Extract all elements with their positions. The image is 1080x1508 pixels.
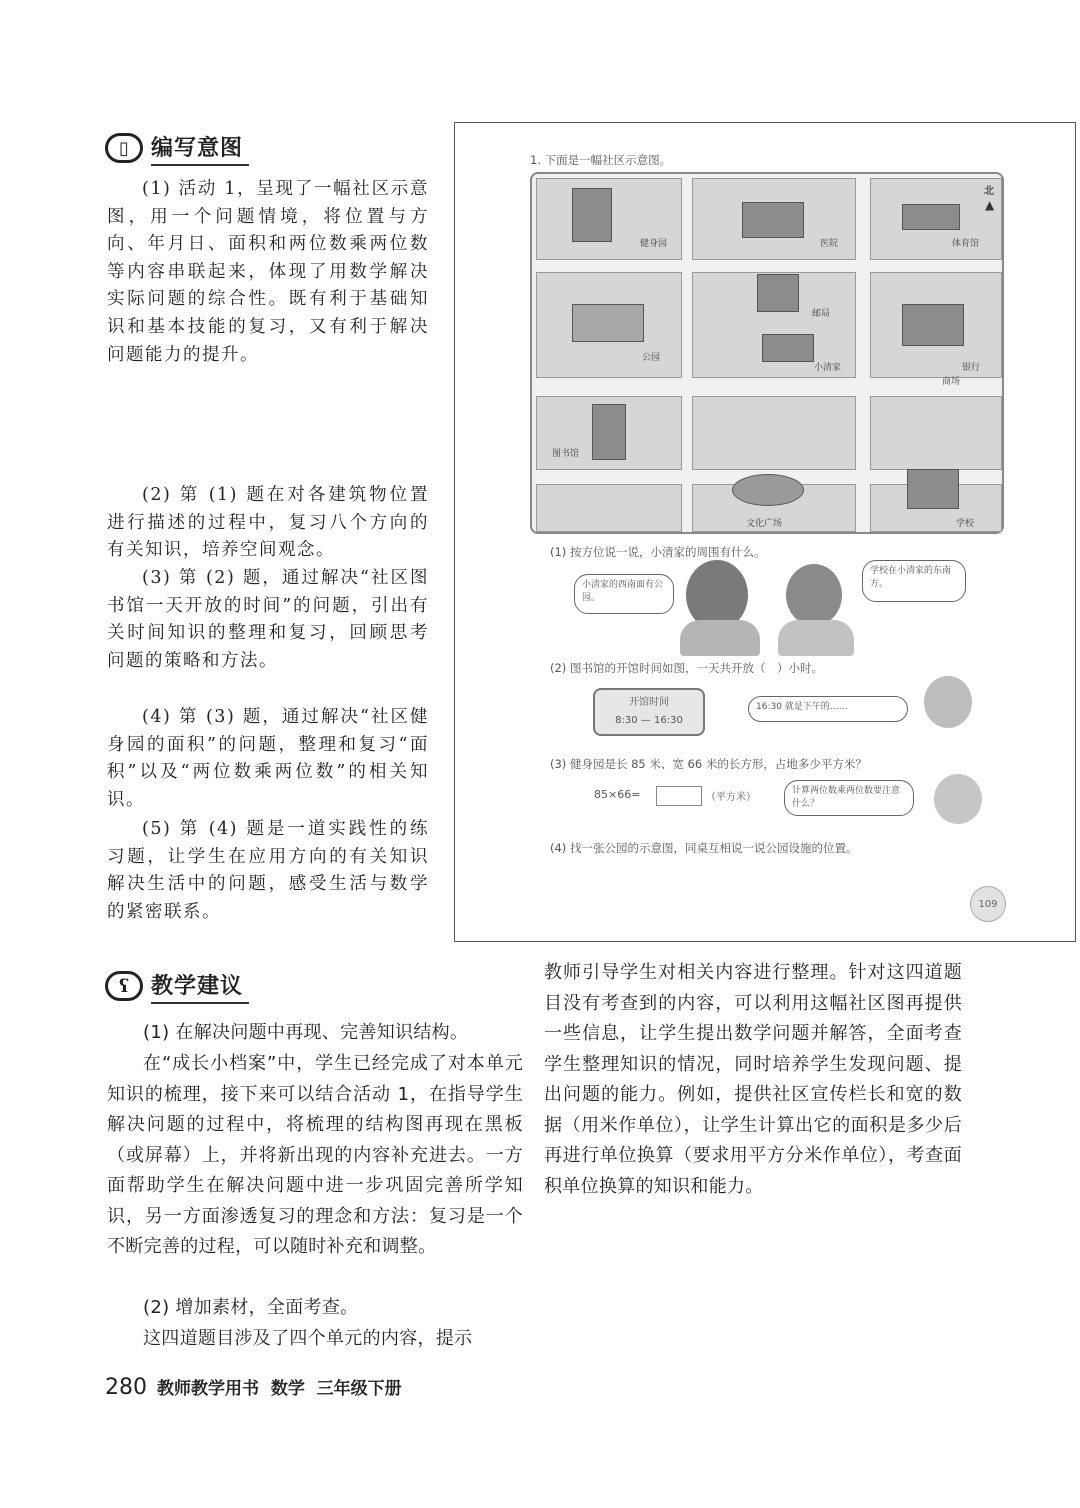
north-label: 北 (984, 186, 994, 197)
fountain-icon (732, 474, 804, 506)
section-header-suggestions (105, 966, 249, 1006)
opening-hours-sign (593, 688, 705, 736)
excerpt-page-number: 109 (970, 886, 1006, 922)
question-2: (2) 图书馆的开馆时间如图，一天共开放（ ）小时。 (550, 661, 823, 675)
building-label: 学校 (956, 519, 975, 529)
section-header-intent (105, 128, 249, 168)
building-label: 小清家 (814, 363, 842, 373)
north-arrow-icon: ▲ (985, 198, 995, 212)
intent-paragraph-2: (2) 第 (1) 题在对各建筑物位置进行描述的过程中，复习八个方向的有关知识，培养空间观念。 (107, 485, 429, 561)
speech-bubble-girl: 小清家的西南面有公园。 (574, 574, 674, 614)
building-label: 医院 (820, 239, 839, 249)
intent-paragraph-3: (3) 第 (2) 题，通过解决“社区图书馆一天开放的时间”的问题，引出有关时间知识的整理和复习，回顾思考问题的策略和方法。 (107, 568, 429, 671)
girl-body-icon (680, 620, 760, 656)
building-icon (907, 469, 959, 509)
building-icon (572, 188, 612, 242)
question-4: (4) 找一张公园的示意图，同桌互相说一说公园设施的位置。 (550, 841, 858, 855)
building-icon (757, 274, 799, 312)
building-icon (902, 204, 960, 230)
boy-figure-icon (786, 564, 842, 626)
boy-body-icon (778, 620, 854, 656)
community-map (530, 172, 1004, 534)
building-label: 文化广场 (746, 519, 783, 529)
question-1: (1) 按方位说一说，小清家的周围有什么。 (550, 545, 766, 559)
intent-paragraph-4: (4) 第 (3) 题，通过解决“社区健身园的面积”的问题，整理和复习“面积”以及“两位数乘两位数”的相关知识。 (107, 707, 429, 810)
building-icon (742, 202, 804, 238)
suggestion-paragraph-right: 教师引导学生对相关内容进行整理。针对这四道题目没有考查到的内容，可以利用这幅社区图再提供一些信息，让学生提出数学问题并解答，全面考查学生整理知识的情况，同时培养学生发现问题、提出问题的能力。例如，提供社区宣传栏长和宽的数据（用米作单位），让学生计算出它的面积是多少后再进行单位换算（要求用平方分米作单位），考查面积单位换算的知识和能力。 (544, 962, 962, 1197)
speech-bubble-time: 16:30 就是下午的…… (748, 696, 908, 722)
question-3: (3) 健身园是长 85 米、宽 66 米的长方形，占地多少平方米？ (550, 757, 867, 771)
equation: 85×66= (594, 788, 641, 801)
building-label: 健身园 (640, 239, 668, 249)
suggestion-heading-2: (2) 增加素材，全面考查。 (143, 1297, 359, 1318)
building-label: 体育馆 (952, 239, 980, 249)
building-label: 商场 (942, 377, 961, 387)
speech-bubble-calc: 计算两位数乘两位数要注意什么？ (784, 780, 914, 816)
map-block (870, 396, 1002, 470)
suggestion-heading-1: (1) 在解决问题中再现、完善知识结构。 (143, 1022, 469, 1043)
building-icon (572, 304, 644, 342)
intent-paragraph-5: (5) 第 (4) 题是一道实践性的练习题，让学生在应用方向的有关知识解决生活中的问题，感受生活与数学的紧密联系。 (107, 819, 429, 922)
map-block (536, 484, 682, 532)
suggestion-paragraph-2: 这四道题目涉及了四个单元的内容，提示 (143, 1328, 473, 1349)
section-title-suggestions: 教学建议 (151, 969, 249, 1004)
book-icon: ▯ (105, 133, 143, 163)
building-label: 邮局 (812, 309, 831, 319)
building-label: 银行 (962, 363, 981, 373)
building-icon (902, 304, 964, 346)
teaching-icon: ʕ (105, 971, 143, 1001)
book-title: 教师教学用书 数学 三年级下册 (157, 1379, 402, 1399)
building-label: 图书馆 (552, 449, 580, 459)
intent-paragraph-1: (1) 活动 1，呈现了一幅社区示意图，用一个问题情境，将位置与方向、年月日、面积和两位数乘两位数等内容串联起来，体现了用数学解决实际问题的综合性。既有利于基础知识和基本技能的复习，又有利于解决问题能力的提升。 (107, 179, 429, 365)
page-footer (105, 1374, 402, 1400)
excerpt-heading: 1. 下面是一幅社区示意图。 (530, 153, 672, 167)
page-number: 280 (105, 1375, 147, 1400)
sign-time: 8:30 — 16:30 (615, 715, 683, 726)
building-label: 公园 (642, 353, 661, 363)
suggestion-paragraph-1: 在“成长小档案”中，学生已经完成了对本单元知识的梳理，接下来可以结合活动 1，在指导学生解决问题的过程中，将梳理的结构图再现在黑板（或屏幕）上，并将新出现的内容补充进去。一方面帮助学生在解决问题中进一步巩固完善所学知识，另一方面渗透复习的理念和方法：复习是一个不断完善的过程，可以随时补充和调整。 (107, 1053, 523, 1257)
section-title-intent: 编写意图 (151, 131, 249, 166)
speech-bubble-boy: 学校在小清家的东南方。 (862, 560, 966, 602)
map-block (692, 396, 856, 470)
sign-title: 开馆时间 (629, 697, 669, 708)
building-icon (762, 334, 814, 362)
fruit-mascot-icon (934, 774, 982, 824)
answer-box (656, 786, 702, 806)
fruit-mascot-icon (924, 676, 972, 728)
unit-label: （平方米） (706, 792, 756, 803)
building-icon (592, 404, 626, 460)
